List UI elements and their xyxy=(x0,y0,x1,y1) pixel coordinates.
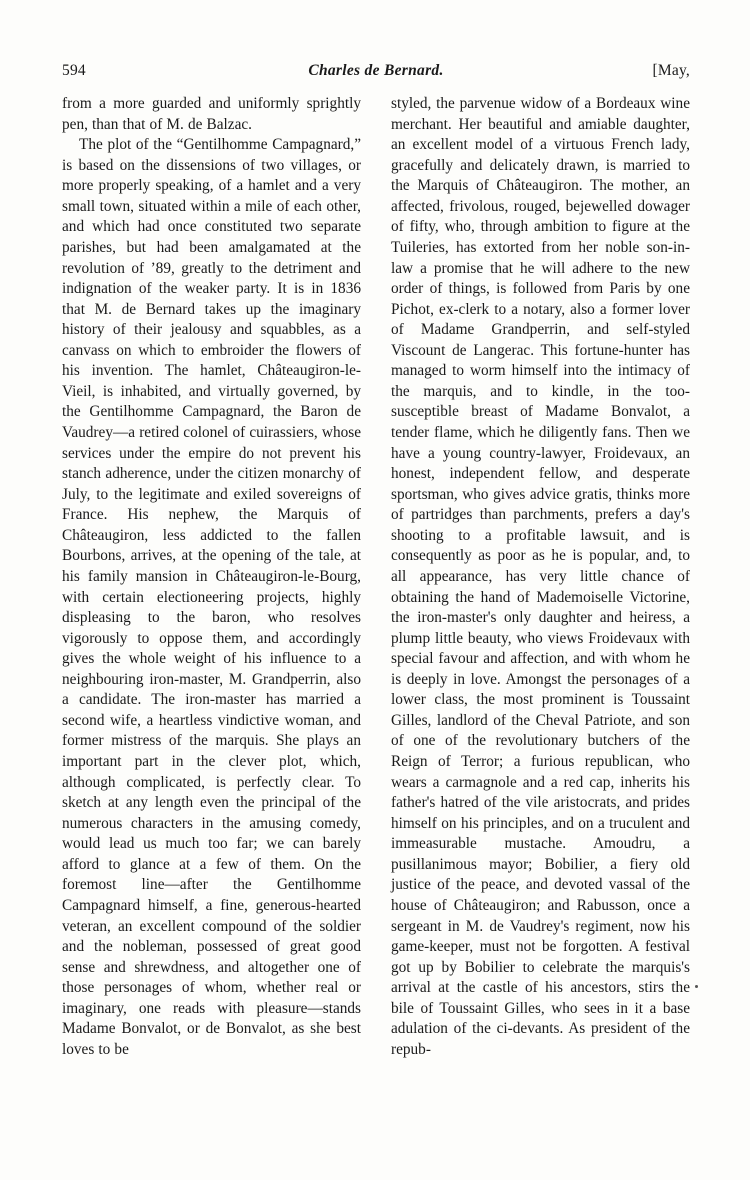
left-column xyxy=(62,94,361,1060)
margin-speck xyxy=(695,985,698,988)
right-column xyxy=(391,94,690,1060)
paragraph: from a more guarded and uniformly sprightly pen, than that of M. de Balzac. xyxy=(62,95,361,133)
running-head xyxy=(62,62,690,80)
paragraph: styled, the parvenue widow of a Bordeaux wine merchant. Her beautiful and amiable daughter, an excellent model of a virtuous French lady, gracefully and delicately drawn, is married to the Marquis of Châteaugiron. The mother, an affected, frivolous, rouged, bejewelled dowager of fifty, who, through ambition to figure at the Tuileries, has extorted from her noble son-in-law a promise that he will adhere to the new order of things, is followed from Paris by one Pichot, ex-clerk to a notary, also a former lover of Madame Grandperrin, and self-styled Viscount de Langerac. This fortune-hunter has managed to worm himself into the intimacy of the marquis, and to kindle, in the too-susceptible breast of Madame Bonvalot, a tender flame, which he diligently fans. Then we have a young country-lawyer, Froidevaux, an honest, independent fellow, and desperate sportsman, who gives advice gratis, thinks more of partridges than parchments, prefers a day's shooting to a profitable lawsuit, and is consequently as poor as he is popular, and, to all appearance, has very little chance of obtaining the hand of Mademoiselle Victorine, the iron-master's only daughter and heiress, a plump little beauty, who views Froidevaux with special favour and affection, and with whom he is deeply in love. Amongst the personages of a lower class, the most prominent is Toussaint Gilles, landlord of the Cheval Patriote, and son of one of the revolutionary butchers of the Reign of Terror; a furious republican, who wears a carmagnole and a red cap, inherits his father's hatred of the vile aristocrats, and prides himself on his principles, and on a truculent and immeasurable mustache. Amoudru, a pusillanimous mayor; Bobilier, a fiery old justice of the peace, and devoted vassal of the house of Châteaugiron; and Rabusson, once a sergeant in M. de Vaudrey's regiment, now his game-keeper, must not be forgotten. A festival got up by Bobilier to celebrate the marquis's arrival at the castle of his ancestors, stirs the bile of Toussaint Gilles, who sees in it a base adulation of the ci-devants. As president of the repub- xyxy=(391,95,690,1058)
issue-label: [May, xyxy=(652,62,690,79)
page-folio: 594 xyxy=(62,62,86,79)
page-content xyxy=(62,62,690,1060)
paragraph: The plot of the “Gentilhomme Campagnard,” is based on the dissensions of two villages, or more properly speaking, of a hamlet and a very small town, situated within a mile of each other, and which had once constituted two separate parishes, but had been amalgamated at the revolution of ’89, greatly to the detriment and indignation of the weaker party. It is in 1836 that M. de Bernard takes up the imaginary history of their jealousy and squabbles, as a canvass on which to embroider the flowers of his invention. The hamlet, Châteaugiron-le-Vieil, is inhabited, and virtually governed, by the Gentilhomme Campagnard, the Baron de Vaudrey—a retired colonel of cuirassiers, whose services under the empire do not prevent his stanch adherence, under the citizen monarchy of July, to the legitimate and exiled sovereigns of France. His nephew, the Marquis of Châteaugiron, less addicted to the fallen Bourbons, arrives, at the opening of the tale, at his family mansion in Châteaugiron-le-Bourg, with certain electioneering projects, highly displeasing to the baron, who resolves vigorously to oppose them, and accordingly gives the whole weight of his influence to a neighbouring iron-master, M. Grandperrin, also a candidate. The iron-master has married a second wife, a heartless vindictive woman, and former mistress of the marquis. She plays an important part in the clever plot, which, although complicated, is perfectly clear. To sketch at any length even the principal of the numerous characters in the amusing comedy, would lead us much too far; we can barely afford to glance at a few of them. On the foremost line—after the Gentilhomme Campagnard himself, a fine, generous-hearted veteran, an excellent compound of the soldier and the nobleman, possessed of great good sense and shrewdness, and altogether one of those personages of whom, whether real or imaginary, one reads with pleasure—stands Madame Bonvalot, or de Bonvalot, as she best loves to be xyxy=(62,136,361,1058)
page-title: Charles de Bernard. xyxy=(308,62,444,79)
two-column-body xyxy=(62,94,690,1060)
